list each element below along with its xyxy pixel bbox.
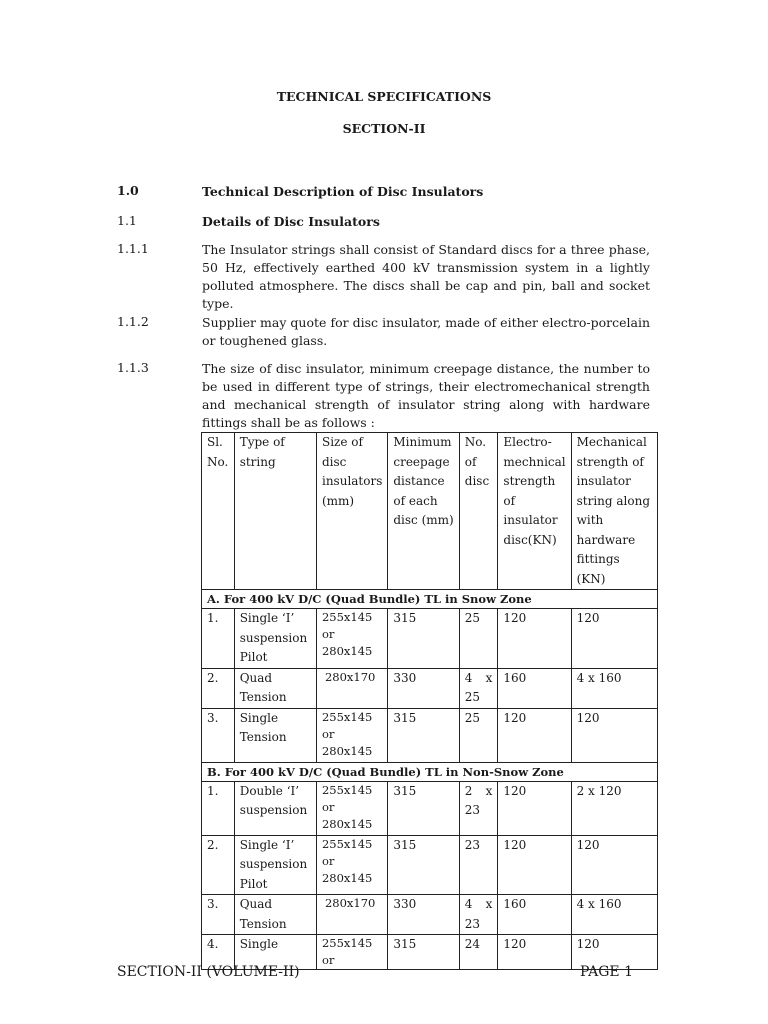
- cell-size: [316, 781, 387, 835]
- size-or: or: [321, 853, 335, 868]
- size-or: or: [321, 953, 335, 967]
- insulator-spec-table: [201, 432, 658, 970]
- clause-text: The Insulator strings shall consist of Standard discs for a three phase, 50 Hz, effectively earthed 400 kV transmission system in a lightly polluted atmosphere. The discs shall be cap and pin, ball and socket type.: [202, 242, 650, 311]
- cell-em: 160: [498, 668, 571, 708]
- cell-sl: 4.: [202, 935, 235, 970]
- disc-multiplier: 2: [464, 783, 473, 798]
- cell-no-disc: 25: [459, 609, 498, 669]
- cell-type: Single: [234, 935, 316, 970]
- document-title: TECHNICAL SPECIFICATIONS: [276, 89, 492, 104]
- cell-creepage: 315: [388, 781, 459, 835]
- cell-sl: 3.: [202, 708, 235, 762]
- cell-sl: 2.: [202, 835, 235, 895]
- cell-creepage: 315: [388, 609, 459, 669]
- cell-no-disc: 23: [459, 835, 498, 895]
- clause-number: 1.0: [117, 183, 139, 198]
- table-row: [202, 668, 658, 708]
- cell-no-disc: 24: [459, 935, 498, 970]
- cell-creepage: 315: [388, 835, 459, 895]
- disc-times: x: [485, 783, 493, 798]
- disc-count: 23: [464, 803, 481, 817]
- cell-sl: 2.: [202, 668, 235, 708]
- cell-no-disc: [459, 781, 498, 835]
- disc-multiplier: 4: [464, 670, 473, 685]
- cell-type: Double ‘I’ suspension: [234, 781, 316, 835]
- cell-sl: 1.: [202, 609, 235, 669]
- cell-em: 120: [498, 935, 571, 970]
- clause-text: Supplier may quote for disc insulator, made of either electro-porcelain or toughened glass.: [202, 315, 650, 348]
- cell-creepage: 315: [388, 935, 459, 970]
- disc-times: x: [485, 670, 493, 685]
- clause-text: The size of disc insulator, minimum creepage distance, the number to be used in different type of strings, their electromechanical strength and mechanical strength of insulator string along with hardware fittings shall be as follows :: [202, 361, 650, 430]
- clause-heading: Technical Description of Disc Insulators: [202, 184, 484, 199]
- size-or: or: [321, 726, 335, 741]
- size-option: 255x145: [321, 610, 373, 624]
- cell-mech: 4 x 160: [571, 668, 657, 708]
- cell-em: 120: [498, 835, 571, 895]
- cell-em: 120: [498, 708, 571, 762]
- cell-type: Single Tension: [234, 708, 316, 762]
- disc-times: x: [485, 897, 493, 911]
- cell-mech: 2 x 120: [571, 781, 657, 835]
- size-option: 280x145: [321, 644, 373, 658]
- table-row: [202, 895, 658, 935]
- cell-type: Quad Tension: [234, 895, 316, 935]
- header-creepage: Minimum creepage distance of each disc (mm): [388, 433, 459, 590]
- footer-page-number: PAGE 1: [580, 964, 634, 980]
- cell-em: 120: [498, 781, 571, 835]
- clause-number: 1.1.2: [117, 314, 149, 329]
- size-option: 280x145: [321, 870, 373, 885]
- cell-em: 160: [498, 895, 571, 935]
- table-row: [202, 835, 658, 895]
- table-header-row: [202, 433, 658, 590]
- clause-number: 1.1.1: [117, 241, 149, 256]
- cell-mech: 120: [571, 835, 657, 895]
- table-row: [202, 781, 658, 835]
- size-option: 255x145: [321, 936, 373, 950]
- size-option: 280x145: [321, 816, 373, 831]
- header-em-strength: Electro-mechnical strength of insulator disc(KN): [498, 433, 571, 590]
- cell-no-disc: [459, 895, 498, 935]
- group-label: A. For 400 kV D/C (Quad Bundle) TL in Snow Zone: [202, 590, 658, 609]
- cell-mech: 120: [571, 708, 657, 762]
- size-option: 280x145: [321, 743, 373, 758]
- cell-type: Single ‘I’ suspension Pilot: [234, 609, 316, 669]
- header-size: Size of disc insulators (mm): [316, 433, 387, 590]
- size-option: 280x170: [324, 669, 376, 684]
- size-option: 255x145: [321, 836, 373, 851]
- header-mech-strength: Mechanical strength of insulator string along with hardware fittings (KN): [571, 433, 657, 590]
- clause-number: 1.1: [117, 213, 137, 228]
- clause-number: 1.1.3: [117, 360, 149, 375]
- cell-em: 120: [498, 609, 571, 669]
- cell-creepage: 330: [388, 895, 459, 935]
- group-row-snow-zone: [202, 590, 658, 609]
- table-row: [202, 708, 658, 762]
- section-heading: SECTION-II: [342, 121, 426, 136]
- size-or: or: [321, 799, 335, 814]
- cell-type: Single ‘I’ suspension Pilot: [234, 835, 316, 895]
- size-option: 280x170: [324, 896, 376, 910]
- footer-section-label: SECTION-II (VOLUME-II): [117, 964, 300, 980]
- cell-mech: 120: [571, 935, 657, 970]
- cell-sl: 3.: [202, 895, 235, 935]
- cell-creepage: 315: [388, 708, 459, 762]
- cell-size: [316, 935, 387, 970]
- cell-size: [316, 708, 387, 762]
- disc-multiplier: 4: [464, 897, 473, 911]
- header-no-disc: No. of disc: [459, 433, 498, 590]
- cell-mech: 120: [571, 609, 657, 669]
- size-option: 255x145: [321, 782, 373, 797]
- cell-no-disc: [459, 668, 498, 708]
- clause-heading: Details of Disc Insulators: [202, 214, 380, 229]
- size-option: 255x145: [321, 709, 373, 724]
- disc-count: 23: [464, 916, 481, 931]
- cell-type: Quad Tension: [234, 668, 316, 708]
- header-type: Type of string: [234, 433, 316, 590]
- table-row: [202, 609, 658, 669]
- cell-size: [316, 835, 387, 895]
- cell-creepage: 330: [388, 668, 459, 708]
- cell-size: [316, 609, 387, 669]
- header-sl-no: Sl. No.: [202, 433, 235, 590]
- cell-size: [316, 895, 387, 935]
- disc-count: 25: [464, 690, 481, 704]
- size-or: or: [321, 627, 335, 641]
- cell-mech: 4 x 160: [571, 895, 657, 935]
- cell-size: [316, 668, 387, 708]
- group-row-non-snow-zone: [202, 762, 658, 781]
- cell-no-disc: 25: [459, 708, 498, 762]
- cell-sl: 1.: [202, 781, 235, 835]
- group-label: B. For 400 kV D/C (Quad Bundle) TL in Non-Snow Zone: [202, 762, 658, 781]
